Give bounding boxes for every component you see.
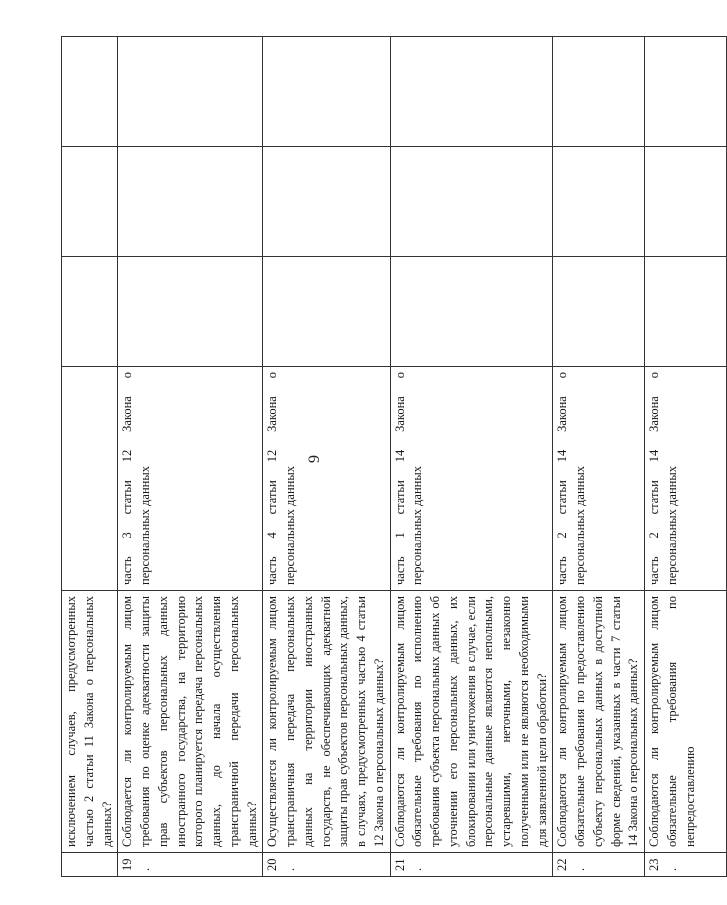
cell-empty xyxy=(645,147,727,257)
cell-num xyxy=(62,853,118,877)
cell-empty xyxy=(390,147,553,257)
page-number: 9 xyxy=(306,455,323,463)
table-row xyxy=(390,37,553,877)
cell-question: Соблюдается ли контролируемым лицом требования по оценке адекватности защиты прав субъектов персональных данных иностранного государства, на территорию которого планируется передача персональных данных, до начала осуществления трансграничной передачи персональных данных? xyxy=(118,591,263,853)
cell-reference xyxy=(62,367,118,591)
cell-empty xyxy=(390,37,553,147)
cell-empty xyxy=(62,147,118,257)
table-row xyxy=(263,37,390,877)
requirements-table xyxy=(61,36,727,877)
cell-reference: часть 2 статьи 14 Закона о персональных данных xyxy=(553,367,645,591)
cell-empty xyxy=(645,37,727,147)
cell-empty xyxy=(390,257,553,367)
cell-num: 23. xyxy=(645,853,727,877)
table-row xyxy=(553,37,645,877)
cell-empty xyxy=(118,257,263,367)
cell-empty xyxy=(553,37,645,147)
cell-num: 20. xyxy=(263,853,390,877)
cell-reference: часть 1 статьи 14 Закона о персональных данных xyxy=(390,367,553,591)
cell-question: Соблюдаются ли контролируемым лицом обязательные требования по непредоставлению xyxy=(645,591,727,853)
cell-reference: часть 4 статьи 12 Закона о персональных данных xyxy=(263,367,390,591)
cell-reference: часть 3 статьи 12 Закона о персональных данных xyxy=(118,367,263,591)
table-row xyxy=(645,37,727,877)
cell-empty xyxy=(118,147,263,257)
cell-question: исключением случаев, предусмотренных частью 2 статьи 11 Закона о персональных данных? xyxy=(62,591,118,853)
table-row xyxy=(118,37,263,877)
cell-empty xyxy=(553,257,645,367)
cell-reference: часть 2 статьи 14 Закона о персональных данных xyxy=(645,367,727,591)
cell-question: Соблюдаются ли контролируемым лицом обязательные требования по предоставлению субъекту персональных данных в доступной форме сведений, указанных в части 7 статьи 14 Закона о персональных данных? xyxy=(553,591,645,853)
cell-empty xyxy=(263,37,390,147)
cell-num: 19. xyxy=(118,853,263,877)
cell-empty xyxy=(553,147,645,257)
cell-empty xyxy=(118,37,263,147)
cell-empty xyxy=(263,147,390,257)
cell-num: 22. xyxy=(553,853,645,877)
cell-empty xyxy=(62,37,118,147)
cell-empty xyxy=(645,257,727,367)
cell-question: Соблюдаются ли контролируемым лицом обязательные требования по исполнению требования субъекта персональных данных об уточнении его персональных данных, их блокировании или уничтожения в случае, если персональные данные являются неполными, устаревшими, неточными, незаконно полученными или не являются необходимыми для заявленной цели обработки? xyxy=(390,591,553,853)
table-row-continuation xyxy=(62,37,118,877)
rotated-table-wrapper xyxy=(61,37,697,877)
cell-empty xyxy=(62,257,118,367)
cell-num: 21. xyxy=(390,853,553,877)
cell-question: Осуществляется ли контролируемым лицом трансграничная передача персональных данных на территории иностранных государств, не обеспечивающих адекватной защиты прав субъектов персональных данных, в случаях, предусмотренных частью 4 статьи 12 Закона о персональных данных? xyxy=(263,591,390,853)
cell-empty xyxy=(263,257,390,367)
